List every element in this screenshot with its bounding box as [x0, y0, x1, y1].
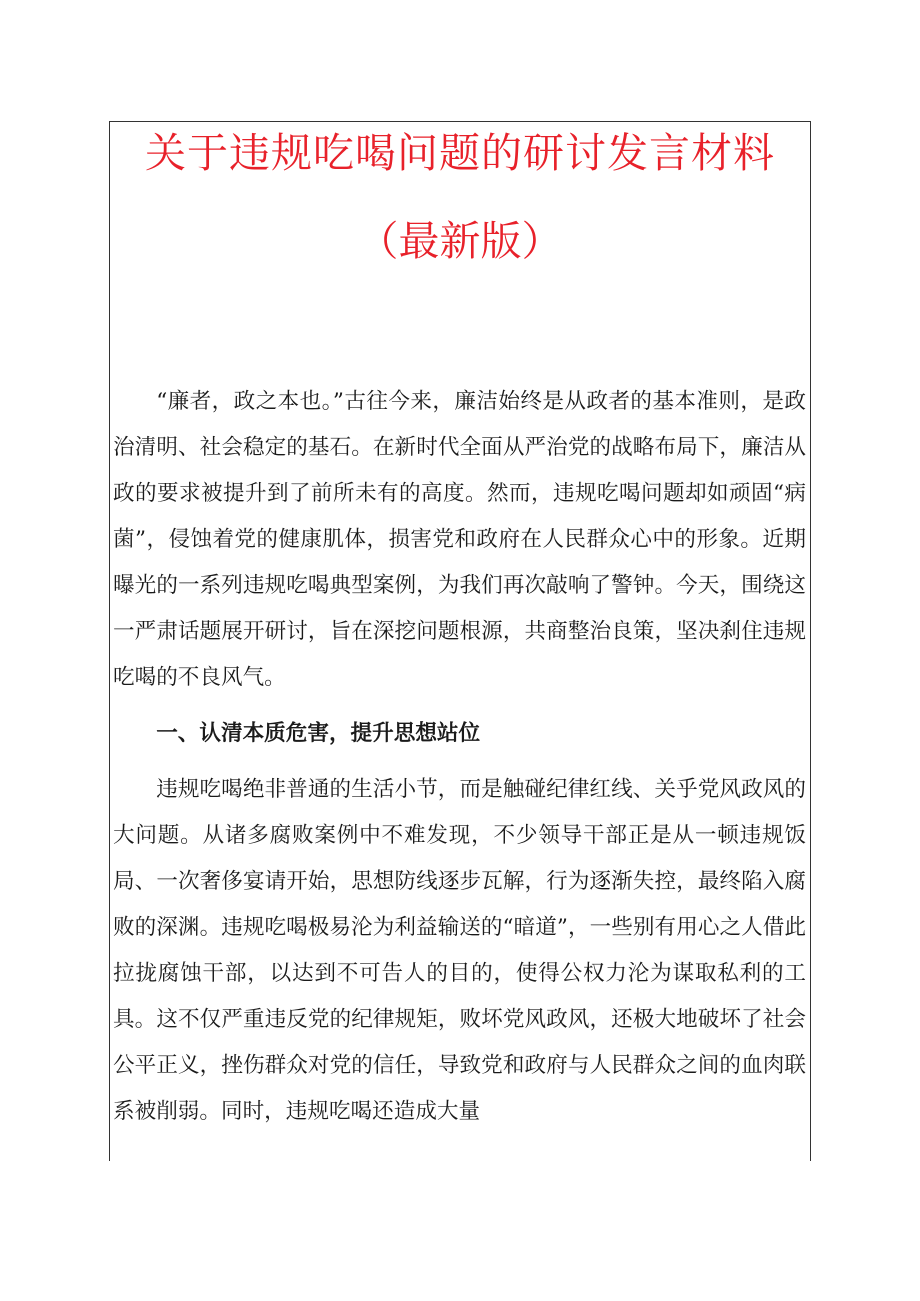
document-title: 关于违规吃喝问题的研讨发言材料 [145, 129, 775, 177]
section-heading: 一、认清本质危害，提升思想站位 [156, 721, 481, 746]
intro-paragraph: “廉者，政之本也。”古往今来，廉洁始终是从政者的基本准则，是政治清明、社会稳定的基石。在新时代全面从严治党的战略布局下，廉洁从政的要求被提升到了前所未有的高度。然而，违规吃喝问题却如顽固“病菌”，侵蚀着党的健康肌体，损害党和政府在人民群众心中的形象。近期曝光的一系列违规吃喝典型案例，为我们再次敲响了警钟。今天，围绕这一严肃话题展开研讨，旨在深挖问题根源，共商整治良策，坚决刹住违规吃喝的不良风气。 [113, 389, 806, 690]
section-paragraph: 违规吃喝绝非普通的生活小节，而是触碰纪律红线、关乎党风政风的大问题。从诸多腐败案例中不难发现，不少领导干部正是从一顿违规饭局、一次奢侈宴请开始，思想防线逐步瓦解，行为逐渐失控，最终陷入腐败的深渊。违规吃喝极易沦为利益输送的“暗道”，一些别有用心之人借此拉拢腐蚀干部，以达到不可告人的目的，使得公权力沦为谋取私利的工具。这不仅严重违反党的纪律规矩，败坏党风政风，还极大地破坏了社会公平正义，挫伤群众对党的信任，导致党和政府与人民群众之间的血肉联系被削弱。同时，违规吃喝还造成大量 [113, 777, 806, 1124]
document-body [113, 379, 806, 1135]
document-subtitle: （最新版） [357, 217, 563, 265]
